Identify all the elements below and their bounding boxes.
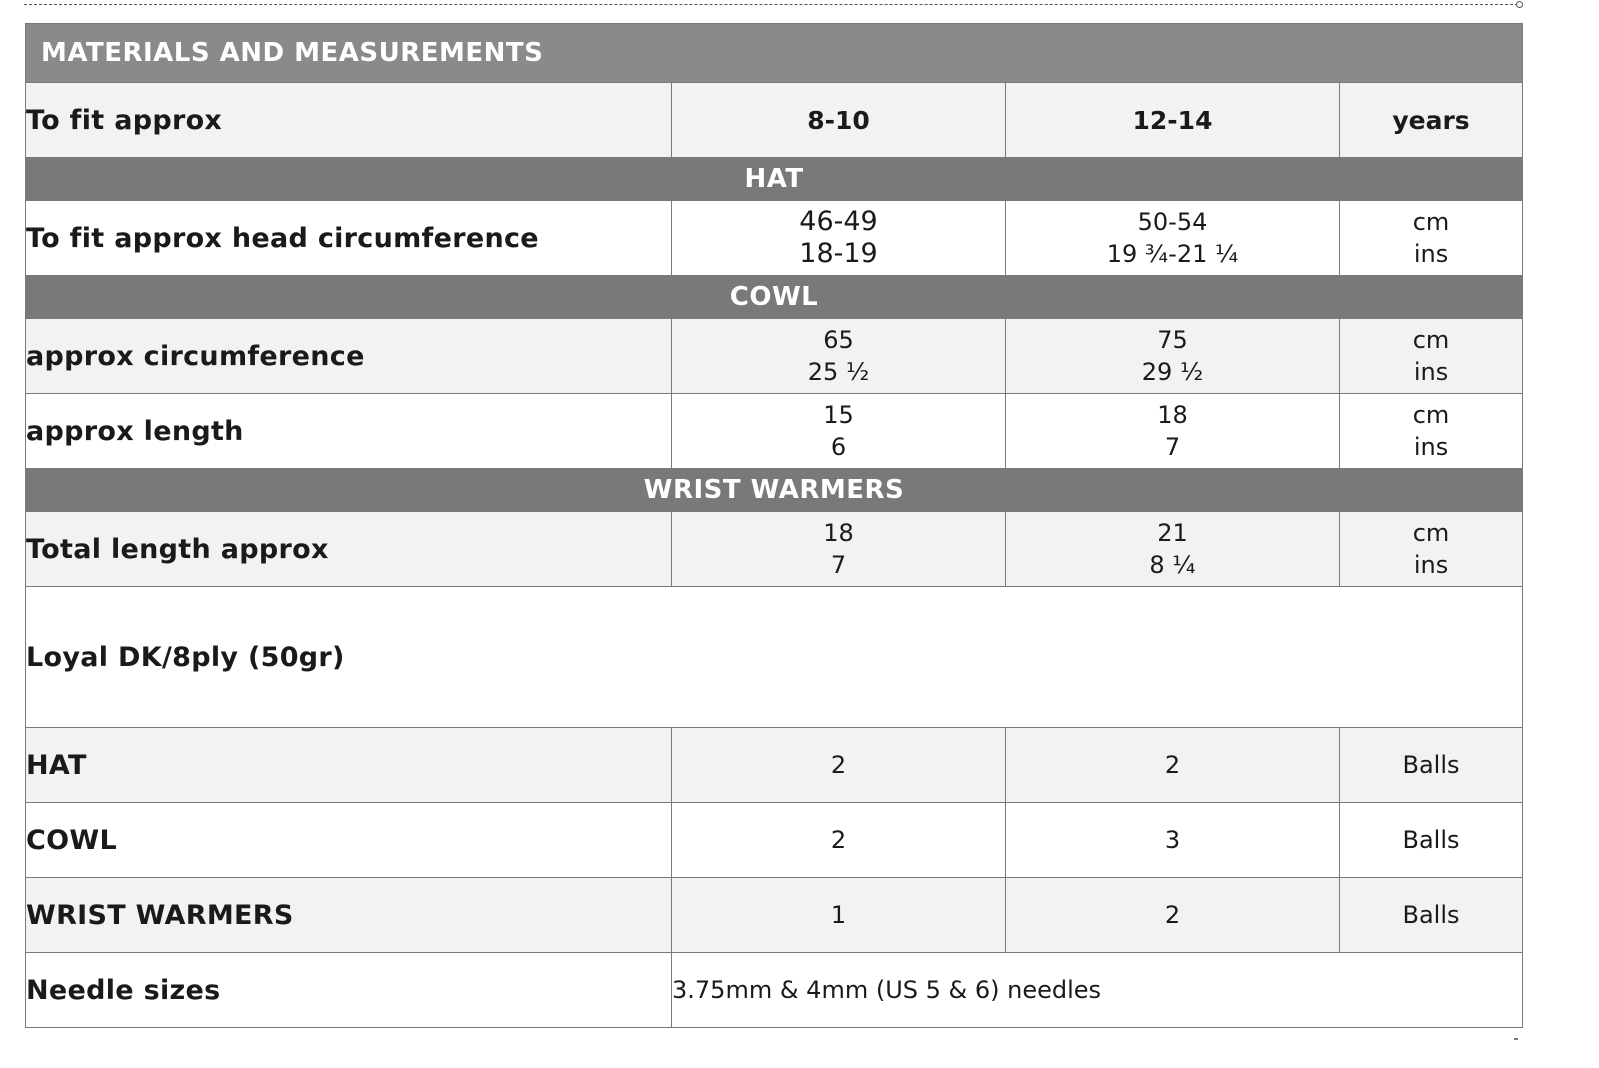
balls-cowl-label: COWL [26,803,672,878]
cowl-len-b-cm: 18 [1157,401,1188,429]
cowl-length-row [26,394,1523,469]
cowl-circ-a-cm: 65 [823,326,854,354]
balls-hat-size-a: 2 [672,728,1006,803]
cut-line-dashed [24,4,1518,5]
balls-cowl-size-a: 2 [672,803,1006,878]
wrist-len-a-ins: 7 [830,551,847,579]
materials-measurements-table [25,23,1523,1028]
balls-hat-size-b: 2 [1006,728,1340,803]
balls-row-wrist-warmers [26,878,1523,953]
unit-cm: cm [1412,326,1450,354]
needles-value: 3.75mm & 4mm (US 5 & 6) needles [672,953,1523,1028]
unit-cm: cm [1412,401,1450,429]
wrist-len-b-ins: 8 ¼ [1149,551,1196,579]
yarn-row [26,587,1523,728]
balls-wrist-size-a: 1 [672,878,1006,953]
needles-row [26,953,1523,1028]
cowl-len-a-cm: 15 [823,401,854,429]
wrist-length-size-b [1006,512,1340,587]
cowl-length-units [1340,394,1523,469]
hat-head-size-b [1006,201,1340,276]
balls-row-cowl [26,803,1523,878]
unit-ins: ins [1413,433,1449,461]
fit-unit: years [1340,83,1523,158]
cowl-circumference-label: approx circumference [26,319,672,394]
cowl-length-size-b [1006,394,1340,469]
cowl-length-label: approx length [26,394,672,469]
balls-cowl-size-b: 3 [1006,803,1340,878]
cowl-circumference-row [26,319,1523,394]
cowl-circumference-units [1340,319,1523,394]
hat-head-b-ins: 19 ¾-21 ¼ [1106,240,1239,268]
wrist-length-label: Total length approx [26,512,672,587]
fit-row [26,83,1523,158]
hat-head-label: To fit approx head circumference [26,201,672,276]
balls-wrist-label: WRIST WARMERS [26,878,672,953]
cowl-len-a-ins: 6 [830,433,847,461]
section-header-cowl: COWL [26,276,1523,319]
cowl-len-b-ins: 7 [1164,433,1181,461]
fit-label: To fit approx [26,83,672,158]
hat-head-a-cm: 46-49 [799,206,878,237]
unit-ins: ins [1413,358,1449,386]
cut-line-end-icon [1516,1,1523,8]
unit-ins: ins [1413,240,1449,268]
cowl-length-size-a [672,394,1006,469]
section-header-hat: HAT [26,158,1523,201]
hat-head-row [26,201,1523,276]
wrist-length-units [1340,512,1523,587]
hat-head-units [1340,201,1523,276]
hat-head-a-ins: 18-19 [799,238,878,269]
needles-label: Needle sizes [26,953,672,1028]
crop-mark [1514,1038,1518,1040]
cowl-circumference-size-b [1006,319,1340,394]
cowl-circ-a-ins: 25 ½ [807,358,870,386]
section-header-wrist-warmers: WRIST WARMERS [26,469,1523,512]
balls-wrist-unit: Balls [1340,878,1523,953]
size-8-10: 8-10 [672,83,1006,158]
balls-hat-unit: Balls [1340,728,1523,803]
hat-head-b-cm: 50-54 [1137,208,1208,236]
wrist-len-a-cm: 18 [823,519,854,547]
wrist-length-size-a [672,512,1006,587]
cowl-circ-b-cm: 75 [1157,326,1188,354]
cowl-circ-b-ins: 29 ½ [1141,358,1204,386]
wrist-len-b-cm: 21 [1157,519,1188,547]
balls-hat-label: HAT [26,728,672,803]
balls-wrist-size-b: 2 [1006,878,1340,953]
table-title: MATERIALS AND MEASUREMENTS [26,24,1523,83]
table-title-row [26,24,1523,83]
unit-cm: cm [1412,208,1450,236]
hat-head-size-a [672,201,1006,276]
yarn-label: Loyal DK/8ply (50gr) [26,587,1523,728]
balls-cowl-unit: Balls [1340,803,1523,878]
size-12-14: 12-14 [1006,83,1340,158]
section-row-hat [26,158,1523,201]
section-row-wrist-warmers [26,469,1523,512]
cowl-circumference-size-a [672,319,1006,394]
balls-row-hat [26,728,1523,803]
wrist-length-row [26,512,1523,587]
section-row-cowl [26,276,1523,319]
unit-cm: cm [1412,519,1450,547]
unit-ins: ins [1413,551,1449,579]
